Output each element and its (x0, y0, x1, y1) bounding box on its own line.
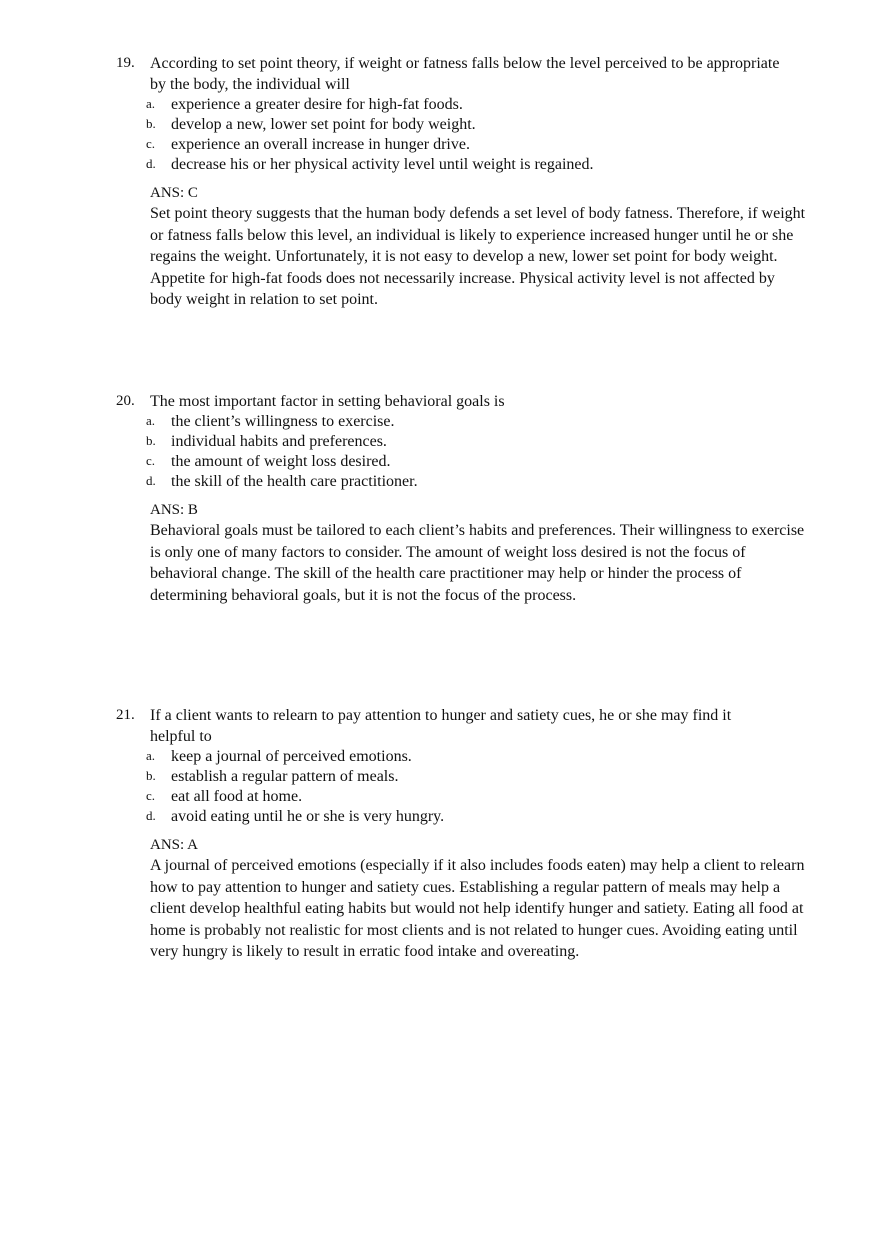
option-c (0, 452, 880, 472)
answer-key: ANS: B (150, 502, 198, 518)
question-stem (0, 705, 880, 747)
option-letter: a. (146, 413, 156, 428)
question-21 (0, 705, 880, 963)
option-text: the client’s willingness to exercise. (171, 413, 395, 430)
option-text: experience a greater desire for high-fat foods. (171, 96, 463, 113)
option-text: eat all food at home. (171, 788, 303, 805)
option-d (0, 472, 880, 492)
option-letter: d. (146, 808, 156, 823)
question-stem (0, 391, 880, 412)
question-number: 20. (116, 393, 135, 409)
option-text: the amount of weight loss desired. (171, 453, 391, 470)
option-letter: c. (146, 136, 156, 151)
option-letter: d. (146, 156, 156, 171)
option-letter: b. (146, 768, 156, 783)
answer-options (0, 747, 880, 827)
rationale: A journal of perceived emotions (especially if it also includes foods eaten) may help a client to relearn how to pay attention to hunger and satiety cues. Establishing a regular pattern of meals may help a client develop healthful eating habits but would not help identify hunger and satiety. Eating all food at home is probably not realistic for most clients and is not related to hunger cues. Avoiding eating until very hungry is likely to result in erratic food intake and overeating. (150, 857, 805, 961)
option-text: the skill of the health care practitioner. (171, 473, 418, 490)
option-d (0, 807, 880, 827)
option-text: avoid eating until he or she is very hungry. (171, 808, 445, 825)
option-text: develop a new, lower set point for body weight. (171, 116, 476, 133)
option-text: keep a journal of perceived emotions. (171, 748, 412, 765)
option-d (0, 155, 880, 175)
option-letter: a. (146, 748, 156, 763)
answer-options (0, 95, 880, 175)
option-b (0, 432, 880, 452)
option-text: decrease his or her physical activity level until weight is regained. (171, 156, 594, 173)
question-text: The most important factor in setting behavioral goals is (150, 393, 505, 410)
option-a (0, 747, 880, 767)
question-text: According to set point theory, if weight or fatness falls below the level perceived to be appropriate by the body, the individual will (150, 55, 780, 93)
rationale: Set point theory suggests that the human body defends a set level of body fatness. Therefore, if weight or fatness falls below this level, an individual is likely to experience increased hunger until he or she regains the weight. Unfortunately, it is not easy to develop a new, lower set point for body weight. Appetite for high-fat foods does not necessarily increase. Physical activity level is not affected by body weight in relation to set point. (150, 205, 806, 309)
option-text: individual habits and preferences. (171, 433, 387, 450)
option-letter: c. (146, 788, 156, 803)
question-text: If a client wants to relearn to pay attention to hunger and satiety cues, he or she may find it helpful to (150, 707, 732, 745)
option-b (0, 115, 880, 135)
option-letter: d. (146, 473, 156, 488)
option-letter: b. (146, 116, 156, 131)
question-20 (0, 391, 880, 606)
question-19 (0, 53, 880, 311)
question-number: 19. (116, 55, 135, 71)
option-c (0, 135, 880, 155)
rationale: Behavioral goals must be tailored to each client’s habits and preferences. Their willingness to exercise is only one of many factors to consider. The amount of weight loss desired is not the focus of behavioral change. The skill of the health care practitioner may help or hinder the process of determining behavioral goals, but it is not the focus of the process. (150, 522, 805, 604)
answer-key: ANS: C (150, 185, 198, 201)
option-text: establish a regular pattern of meals. (171, 768, 399, 785)
option-a (0, 412, 880, 432)
question-stem (0, 53, 880, 95)
answer-options (0, 412, 880, 492)
option-a (0, 95, 880, 115)
question-number: 21. (116, 707, 135, 723)
option-letter: c. (146, 453, 156, 468)
option-b (0, 767, 880, 787)
option-letter: b. (146, 433, 156, 448)
option-letter: a. (146, 96, 156, 111)
option-c (0, 787, 880, 807)
option-text: experience an overall increase in hunger drive. (171, 136, 470, 153)
answer-key: ANS: A (150, 837, 198, 853)
